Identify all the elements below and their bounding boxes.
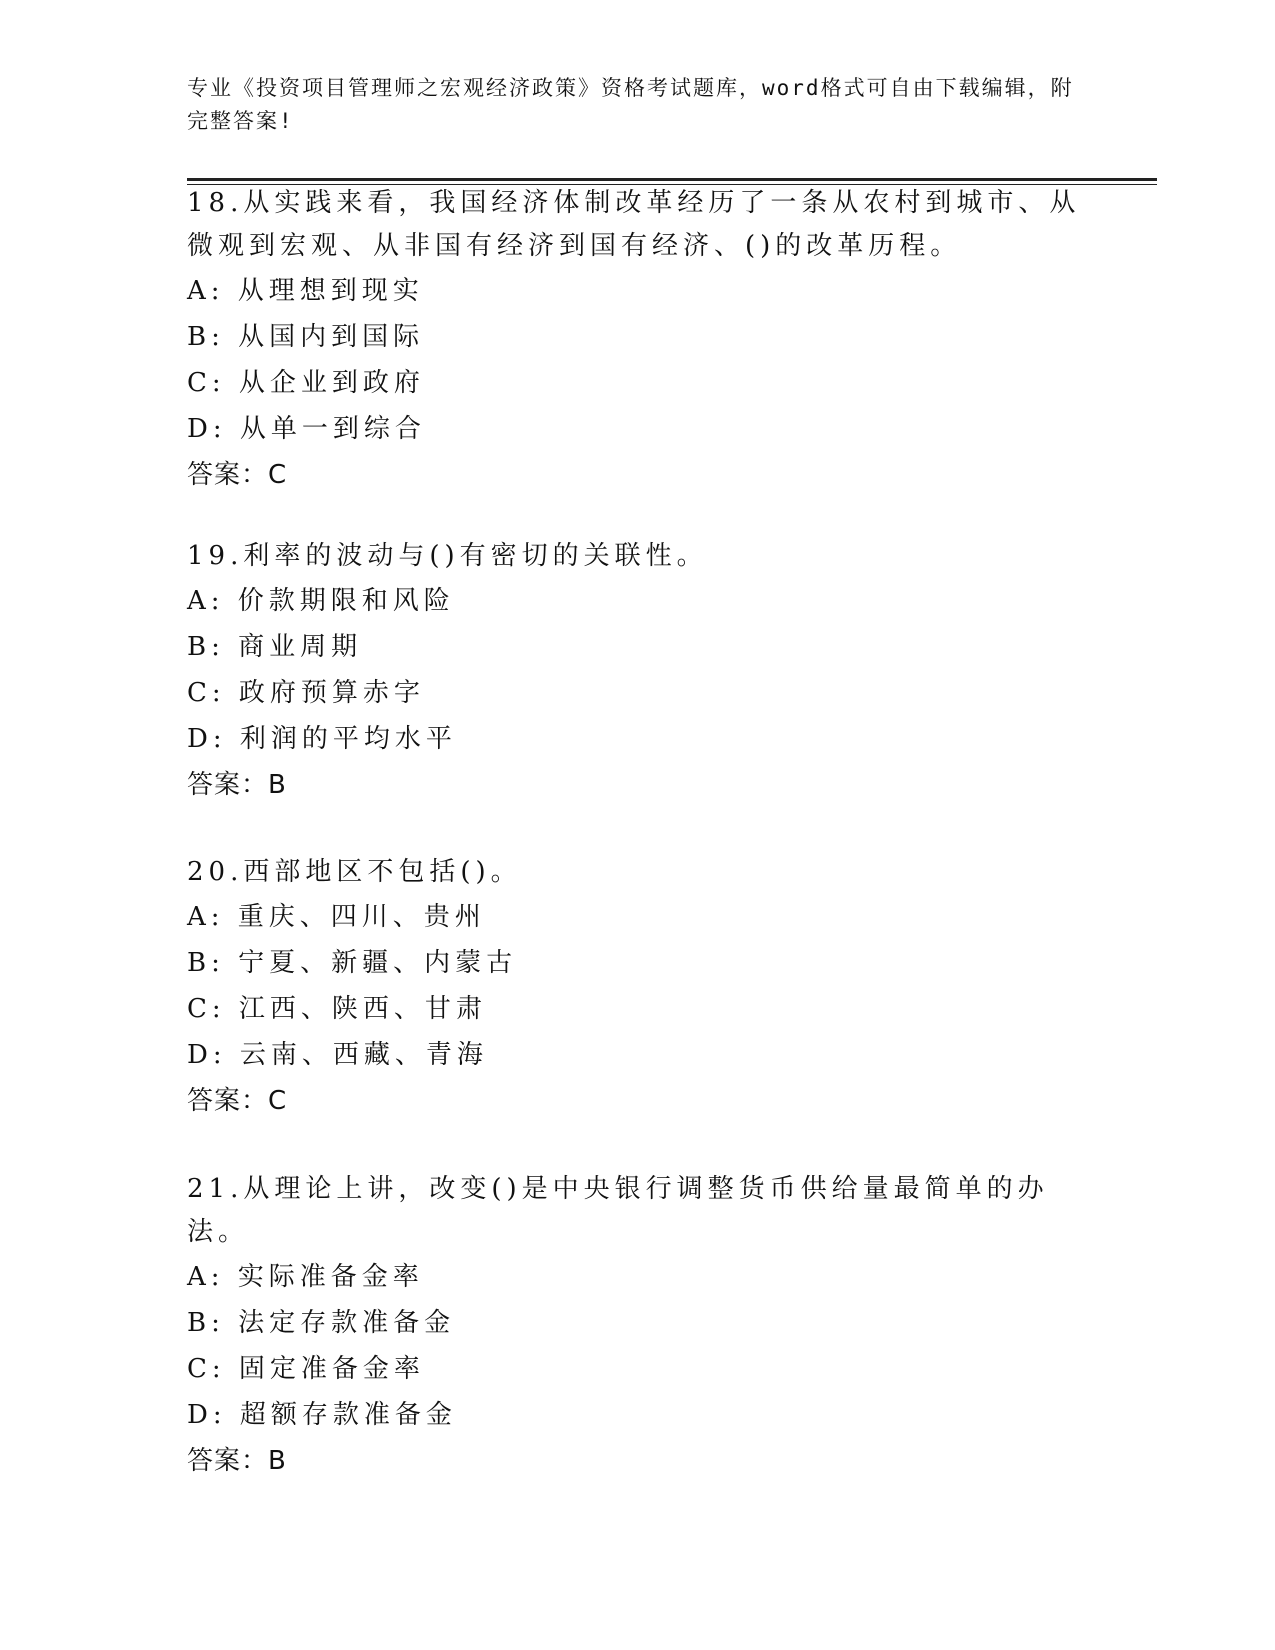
option-c: C: 固定准备金率	[187, 1354, 425, 1384]
option-a: A: 实际准备金率	[187, 1262, 424, 1292]
header-divider-thick	[187, 178, 1157, 181]
question-21	[187, 1168, 1087, 1484]
option-b: B: 法定存款准备金	[187, 1308, 456, 1338]
option-c: C: 政府预算赤字	[187, 678, 425, 708]
option-b: B: 从国内到国际	[187, 322, 425, 352]
question-20	[187, 851, 1087, 1124]
option-d: D: 云南、西藏、青海	[187, 1040, 488, 1070]
option-d: D: 超额存款准备金	[187, 1400, 457, 1430]
question-stem: 20.西部地区不包括()。	[187, 857, 522, 887]
question-stem: 21.从理论上讲，改变()是中央银行调整货币供给量最简单的办法。	[187, 1174, 1049, 1247]
question-19	[187, 535, 1087, 808]
option-d: D: 利润的平均水平	[187, 724, 457, 754]
answer: 答案：B	[187, 1446, 287, 1476]
question-stem: 19.利率的波动与()有密切的关联性。	[187, 541, 708, 571]
option-a: A: 从理想到现实	[187, 276, 424, 306]
option-c: C: 从企业到政府	[187, 368, 425, 398]
question-stem: 18.从实践来看，我国经济体制改革经历了一条从农村到城市、从微观到宏观、从非国有经济到国有经济、()的改革历程。	[187, 188, 1081, 261]
option-d: D: 从单一到综合	[187, 414, 426, 444]
option-a: A: 重庆、四川、贵州	[187, 902, 486, 932]
answer: 答案：C	[187, 1086, 288, 1116]
option-b: B: 宁夏、新疆、内蒙古	[187, 948, 518, 978]
question-18	[187, 182, 1087, 498]
option-c: C: 江西、陕西、甘肃	[187, 994, 487, 1024]
option-b: B: 商业周期	[187, 632, 363, 662]
answer: 答案：C	[187, 460, 288, 490]
answer: 答案：B	[187, 770, 287, 800]
header-note: 专业《投资项目管理师之宏观经济政策》资格考试题库，word格式可自由下载编辑，附完整答案!	[187, 76, 1074, 133]
option-a: A: 价款期限和风险	[187, 586, 455, 616]
